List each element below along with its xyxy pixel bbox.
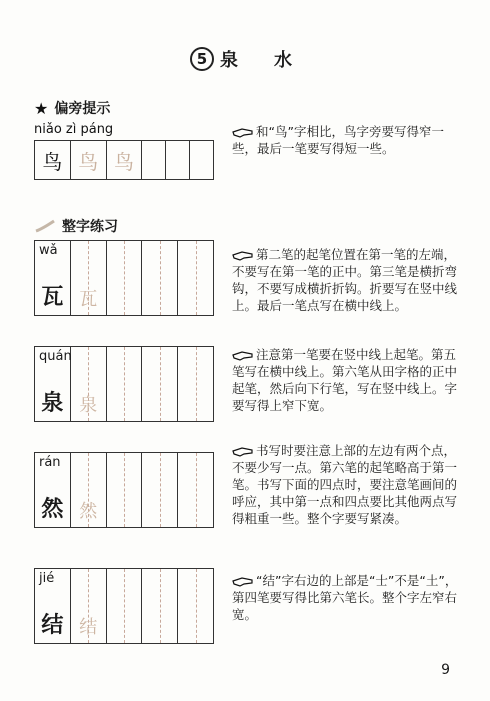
practice-note-ran: 书写时要注意上部的左边有两个点，不要少写一点。第六笔的起笔略高于第一笔。书写下面的四点时，要注意笔画间的呼应，其中第一点和四点要比其他两点写得粗重一些。整个字要写紧凑。 [232,443,458,526]
practice-grid-quan [34,346,214,422]
radical-cell: 鸟 [107,141,143,179]
practice-cell [107,569,143,643]
practice-note-wa: 第二笔的起笔位置在第一笔的左端，不要写在第一笔的正中。第三笔是横折弯钩，不要写成横折折钩。折要写在竖中线上。最后一笔点写在横中线上。 [232,247,458,313]
radical-cell [190,141,214,179]
practice-cell [178,453,214,527]
brush-icon [34,219,56,233]
radical-section-heading: ★ 偏旁提示 [34,98,111,118]
practice-grid-ran [34,452,214,528]
radical-pinyin: niǎo zì páng [34,122,114,137]
practice-cell [107,347,143,421]
practice-cell [178,347,214,421]
lesson-number-badge: 5 [190,47,214,71]
practice-cell [178,569,214,643]
practice-cell-main: rán 然 [35,453,71,527]
practice-grid-wa [34,240,214,316]
lesson-title-char-2: 水 [274,50,292,71]
radical-note: 和“鸟”字相比，鸟字旁要写得窄一些，最后一笔要写得短一些。 [232,124,444,156]
radical-cell [166,141,190,179]
star-icon: ★ [34,98,49,118]
practice-cell [142,453,178,527]
practice-section-heading: 整字练习 [34,216,118,236]
pointing-hand-icon [232,446,254,457]
practice-cell [142,347,178,421]
practice-note-quan: 注意第一笔要在竖中线上起笔。第五笔写在横中线上。第六笔从田字格的正中起笔，然后向下行笔，写在竖中线上。字要写得上窄下宽。 [232,347,458,413]
radical-cell [142,141,166,179]
practice-cell [107,453,143,527]
radical-grid [34,140,214,180]
practice-cell: 结 [71,569,107,643]
pointing-hand-icon [232,127,254,138]
practice-cell: 瓦 [71,241,107,315]
practice-cell [142,241,178,315]
practice-note-jie: “结”字右边的上部是“士”不是“土”，第四笔要写得比第六笔长。整个字左窄右宽。 [232,573,458,622]
practice-cell-main: quán 泉 [35,347,71,421]
pointing-hand-icon [232,250,254,261]
practice-cell: 泉 [71,347,107,421]
practice-grid-jie [34,568,214,644]
radical-cell: 鸟 [35,141,71,179]
lesson-title [190,44,292,74]
practice-cell-main: wǎ 瓦 [35,241,71,315]
practice-cell [142,569,178,643]
page-number: 9 [441,662,450,678]
practice-cell [107,241,143,315]
lesson-title-char-1: 泉 [220,50,238,71]
pointing-hand-icon [232,350,254,361]
practice-cell [178,241,214,315]
radical-cell: 鸟 [71,141,107,179]
practice-cell: 然 [71,453,107,527]
practice-cell-main: jié 结 [35,569,71,643]
pointing-hand-icon [232,576,254,587]
